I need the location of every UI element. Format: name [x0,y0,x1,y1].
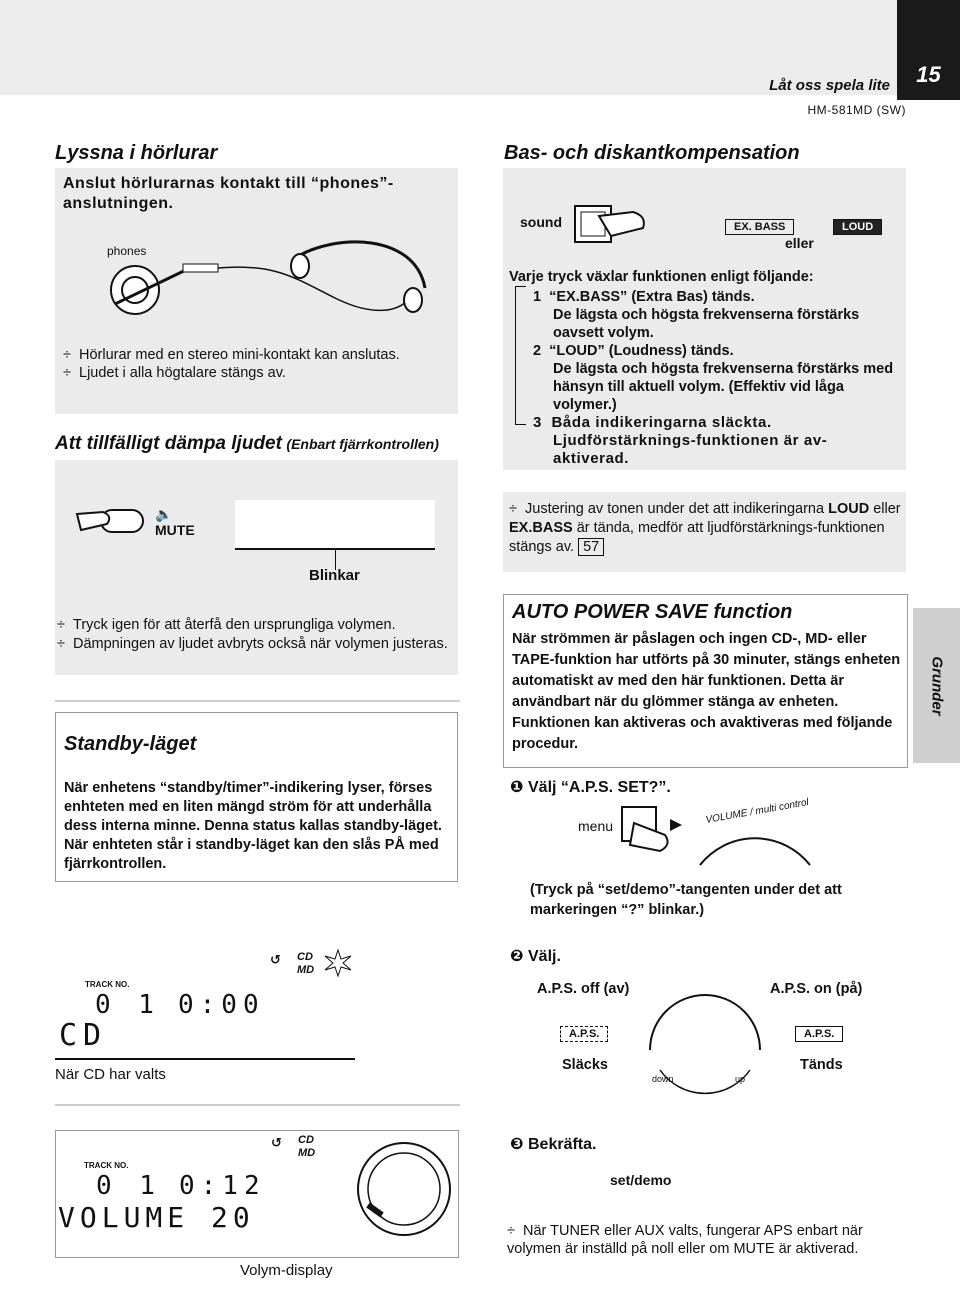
menu-label: menu [578,818,614,834]
list-item: 3 Båda indikeringarna släckta. Ljudförstärknings-funktionen är av-aktiverad. [533,414,828,467]
bass-note-panel [503,492,906,572]
sound-button-press-icon[interactable] [571,202,651,246]
mute-heading: Att tillfälligt dämpa ljudet (Enbart fjärrkontrollen) [55,433,439,454]
hand-press-icon [73,502,153,542]
list-item: 1 “EX.BASS” (Extra Bas) tänds. De lägsta och högsta frekvenserna förstärks oavsett volym. [533,289,860,341]
knob-label: VOLUME / multi control [704,797,810,826]
aps-on-badge: A.P.S. [795,1024,843,1042]
aps-box [503,594,908,768]
model-number: HM-581MD (SW) [807,103,906,117]
track-label: TRACK NO. [85,980,130,989]
bass-heading: Bas- och diskantkompensation [504,142,800,164]
or-label: eller [785,235,814,251]
volume-display-box [55,1130,459,1258]
aps-step1: ❶ Välj “A.P.S. SET?”. [510,779,671,796]
page-ref[interactable]: 57 [578,538,604,556]
standby-box [55,712,458,882]
standby-text: När enhetens “standby/timer”-indikering lyser, förses enhteten med en liten mängd ström för att underhålla dess interna minne. Denna status kallas standby-läget. När enhteten står i standby-läget kan den slås PÅ med fjärrkontrollen. [64,780,442,872]
bass-intro: Varje tryck växlar funktionen enligt följande: [509,269,814,285]
cd-display [55,948,355,1060]
bullet-item: ÷ Ljudet i alla högtalare stängs av. [63,365,286,381]
set-demo-button[interactable]: set/demo [610,1172,672,1188]
track-label: TRACK NO. [84,1161,129,1170]
blink-label: Blinkar [309,567,360,584]
exbass-badge: EX. BASS [725,217,794,235]
cycle-bracket [515,286,526,425]
bass-note: ÷ Justering av tonen under det att indikeringarna LOUD eller EX.BASS är tända, medför att ljudförstärknings-funktionen stängs av. 57 [509,501,901,555]
up-label: up [735,1074,746,1084]
headphones-bullets [63,346,453,382]
page-number: 15 [897,0,960,100]
divider [55,1104,460,1106]
section-title: Låt oss spela lite [769,77,890,94]
source-icons: CD MD [297,951,315,976]
speaker-mute-icon: 🔈 [155,506,173,522]
bass-steps [533,288,899,468]
aps-on-label: A.P.S. on (på) [770,981,863,997]
source-icons: CD MD [298,1134,316,1159]
down-label: down [652,1074,674,1084]
mute-bullets [57,616,452,654]
flash-icon [323,948,353,978]
mute-panel [55,460,458,675]
on-state: Tänds [800,1057,843,1073]
arrow-icon: ↺ [270,952,281,967]
aps-final-note: ÷ När TUNER eller AUX valts, fungerar APS enbart när volymen är inställd på noll eller om MUTE är aktiverad. [507,1223,863,1257]
arrow-icon: ↺ [271,1135,282,1150]
loud-badge: LOUD [833,217,882,235]
side-tab[interactable]: Grunder [913,608,960,763]
aps-step1-note: (Tryck på “set/demo”-tangenten under det att markeringen “?” blinkar.) [530,882,842,918]
track-number: 0 1 [95,990,160,1020]
bullet-item: ÷ Tryck igen för att återfå den ursprungliga volymen. [57,617,396,633]
display-main: VOLUME 20 [58,1201,255,1234]
aps-heading: AUTO POWER SAVE function [512,601,793,623]
aps-step2: ❷ Välj. [510,948,561,965]
track-number: 0 1 [96,1171,161,1201]
bullet-item: ÷ Dämpningen av ljudet avbryts också när volymen justeras. [57,636,448,652]
sound-label: sound [520,214,562,230]
off-state: Släcks [562,1057,608,1073]
display-main: CD [59,1018,108,1053]
volume-caption: Volym-display [240,1262,333,1279]
phones-label: phones [107,244,147,258]
headphones-illustration [95,238,455,353]
standby-heading: Standby-läget [64,733,197,755]
aps-text: När strömmen är påslagen och ingen CD-, MD- eller TAPE-funktion har utförts på 30 minuter, stängs enheten automatiskt av med den här funktionen. Detta är användbart när du glömmer stänga av enheten. Funktionen kan aktiveras och avaktiveras med följande procedur. [512,631,901,752]
mute-button-label[interactable]: 🔈 MUTE [155,506,195,538]
track-time: 0:00 [178,990,265,1020]
headphones-instruction: Anslut hörlurarnas kontakt till “phones”-anslutningen. [63,175,394,212]
bullet-item: ÷ Hörlurar med en stereo mini-kontakt kan anslutas. [63,347,400,363]
mute-display [235,500,435,550]
headphones-heading: Lyssna i hörlurar [55,142,218,164]
divider [55,700,460,702]
bass-panel [503,168,906,470]
list-item: 2 “LOUD” (Loudness) tänds. De lägsta och högsta frekvenserna förstärks med hänsyn till aktuell volym. (Effektiv vid låga volymer.) [533,343,894,413]
headphones-panel [55,168,458,414]
cd-caption: När CD har valts [55,1066,166,1083]
volume-knob[interactable] [346,1137,458,1237]
aps-step3: ❸ Bekräfta. [510,1136,597,1153]
aps-off-label: A.P.S. off (av) [537,981,630,997]
track-time: 0:12 [179,1171,266,1201]
aps-off-badge: A.P.S. [560,1024,608,1042]
